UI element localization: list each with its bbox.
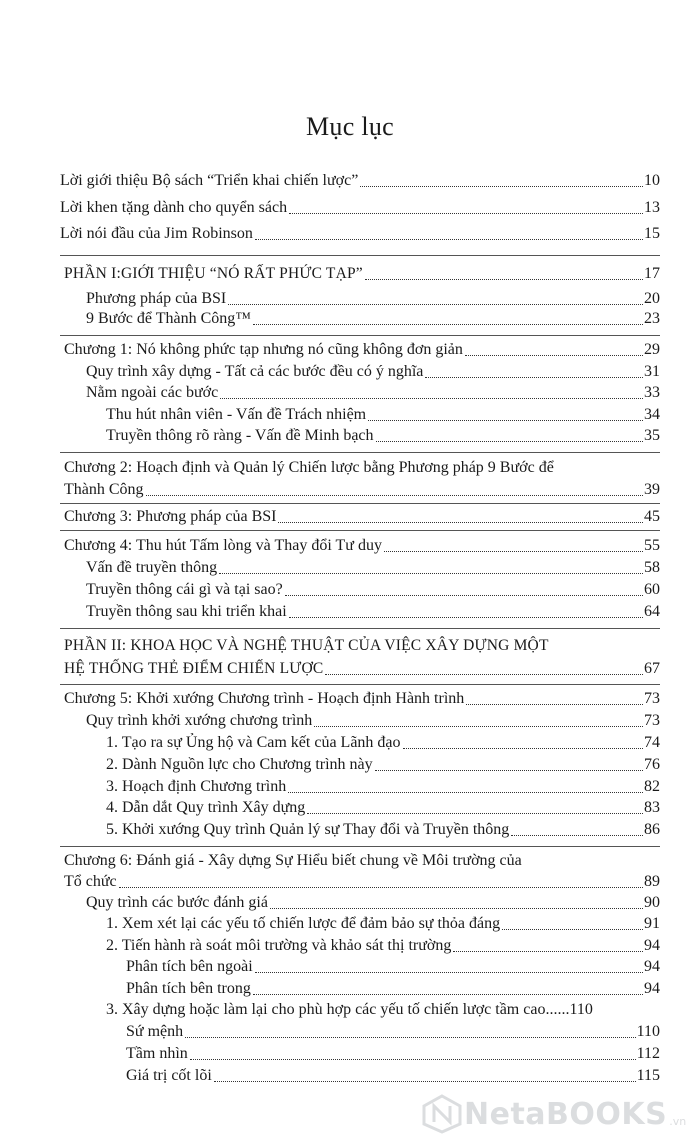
toc-entry-label: Tổ chức	[64, 873, 117, 890]
toc-entry	[126, 979, 660, 999]
toc-entry	[106, 733, 660, 753]
toc-entry-page: 29	[644, 341, 660, 358]
toc-entry-label: Phân tích bên trong	[126, 980, 251, 997]
dot-leader	[453, 951, 643, 952]
toc-chapter	[64, 340, 660, 360]
toc-entry-label: Thu hút nhân viên - Vấn đề Trách nhiệm	[106, 406, 367, 423]
toc-entry	[126, 1022, 660, 1042]
dot-leader	[502, 929, 643, 930]
toc-entry-page: 73	[644, 690, 660, 707]
toc-entry	[86, 893, 660, 913]
toc-entry-page: 39	[644, 481, 660, 498]
toc-entry	[60, 171, 660, 191]
toc-entry	[106, 914, 660, 934]
toc-entry-label: Giá trị cốt lõi	[126, 1067, 212, 1084]
toc-entry-label: Tầm nhìn	[126, 1045, 188, 1062]
toc-chapter	[64, 480, 660, 500]
toc-entry-label: Truyền thông sau khi triển khai	[86, 603, 287, 620]
toc-entry-label: Chương 4: Thu hút Tấm lòng và Thay đổi Tư duy	[64, 537, 382, 554]
toc-entry-page: 91	[644, 915, 660, 932]
toc-chapter	[64, 507, 660, 527]
dot-leader	[365, 279, 643, 280]
toc-entry-page: 110	[636, 1023, 660, 1040]
toc-entry-page: 94	[644, 937, 660, 954]
watermark-brand: NetaBOOKS	[464, 1096, 668, 1132]
section-divider	[60, 503, 660, 504]
toc-entry	[60, 224, 660, 244]
toc-entry-page: 17	[644, 265, 660, 282]
dot-leader	[403, 748, 643, 749]
toc-entry	[86, 602, 660, 622]
toc-entry	[126, 1066, 660, 1086]
toc-entry-page: 15	[644, 225, 660, 242]
section-divider	[60, 684, 660, 685]
toc-entry	[106, 798, 660, 818]
toc-chapter	[64, 536, 660, 556]
toc-entry-label: 2. Dành Nguồn lực cho Chương trình này	[106, 756, 373, 773]
toc-entry-page: 76	[644, 756, 660, 773]
dot-leader	[289, 213, 643, 214]
toc-entry-page: 83	[644, 799, 660, 816]
toc-entry-label: Quy trình các bước đánh giá	[86, 894, 268, 911]
dot-leader	[376, 441, 643, 442]
dot-leader	[255, 239, 643, 240]
toc-entry	[60, 198, 660, 218]
toc-chapter-line: Chương 6: Đánh giá - Xây dựng Sự Hiểu biết chung về Môi trường của	[64, 852, 522, 869]
toc-entry-label: Lời giới thiệu Bộ sách “Triển khai chiến lược”	[60, 172, 359, 189]
toc-entry	[86, 362, 660, 382]
toc-chapter	[64, 872, 660, 892]
toc-entry	[126, 957, 660, 977]
toc-entry-label: HỆ THỐNG THẺ ĐIỂM CHIẾN LƯỢC	[64, 660, 324, 677]
toc-part-heading-line: PHẦN II: KHOA HỌC VÀ NGHỆ THUẬT CỦA VIỆC XÂY DỰNG MỘT	[64, 637, 549, 654]
toc-entry-label: Phương pháp của BSI	[86, 290, 227, 307]
dot-leader	[288, 792, 643, 793]
dot-leader	[511, 835, 643, 836]
dot-leader	[219, 573, 643, 574]
toc-entry	[106, 936, 660, 956]
dot-leader	[425, 377, 643, 378]
toc-entry-page: 110	[569, 1001, 593, 1018]
netabooks-logo-icon	[420, 1094, 464, 1134]
dot-leader	[285, 595, 643, 596]
toc-entry-page: 115	[636, 1067, 660, 1084]
toc-entry-page: 86	[644, 821, 660, 838]
dot-leader	[289, 617, 643, 618]
dot-leader	[466, 704, 643, 705]
section-divider	[60, 335, 660, 336]
toc-entry-page: 73	[644, 712, 660, 729]
toc-entry-label: Quy trình khởi xướng chương trình	[86, 712, 313, 729]
watermark-suffix: .vn	[669, 1114, 687, 1128]
toc-entry-label: 3. Hoạch định Chương trình	[106, 778, 287, 795]
toc-entry-label: PHẦN I:GIỚI THIỆU “NÓ RẤT PHỨC TẠP”	[64, 265, 363, 282]
toc-entry	[106, 405, 660, 425]
section-divider	[60, 846, 660, 847]
toc-entry-label: Vấn đề truyền thông	[86, 559, 218, 576]
toc-chapter	[64, 689, 660, 709]
toc-entry-page: 94	[644, 958, 660, 975]
toc-entry-label: Chương 3: Phương pháp của BSI	[64, 508, 277, 525]
toc-entry	[106, 820, 660, 840]
toc-entry-label: 2. Tiến hành rà soát môi trường và khảo sát thị trường	[106, 937, 452, 954]
dot-leader	[119, 887, 643, 888]
toc-entry-page: 45	[644, 508, 660, 525]
toc-entry	[126, 1044, 660, 1064]
toc-entry-page: 82	[644, 778, 660, 795]
toc-entry-label: Chương 1: Nó không phức tạp nhưng nó cũng không đơn giản	[64, 341, 463, 358]
dot-leader	[368, 420, 643, 421]
dot-leader	[465, 355, 643, 356]
section-divider	[60, 452, 660, 453]
toc-entry-label: Sứ mệnh	[126, 1023, 184, 1040]
section-divider	[60, 530, 660, 531]
toc-entry	[86, 711, 660, 731]
toc-entry-page: 33	[644, 384, 660, 401]
dot-leader	[253, 324, 643, 325]
toc-entry-label: Lời nói đầu của Jim Robinson	[60, 225, 253, 242]
toc-entry-page: 20	[644, 290, 660, 307]
toc-entry-label: Truyền thông cái gì và tại sao?	[86, 581, 283, 598]
toc-part-heading	[64, 264, 660, 284]
dot-leader	[228, 304, 643, 305]
toc-entry-label: Chương 5: Khởi xướng Chương trình - Hoạch định Hành trình	[64, 690, 465, 707]
toc-entry-page: 89	[644, 873, 660, 890]
dot-leader	[146, 495, 643, 496]
toc-entry-page: 58	[644, 559, 660, 576]
toc-entry-page: 13	[644, 199, 660, 216]
toc-entry-page: 67	[644, 660, 660, 677]
toc-entry-page: 74	[644, 734, 660, 751]
toc-entry-page: 23	[644, 310, 660, 327]
toc-part-heading	[64, 659, 660, 679]
toc-entry-label: 1. Tạo ra sự Ủng hộ và Cam kết của Lãnh đạo	[106, 734, 401, 751]
toc-entry-label: Quy trình xây dựng - Tất cả các bước đều có ý nghĩa	[86, 363, 424, 380]
page-title: Mục lục	[305, 112, 395, 141]
dot-leader	[270, 908, 643, 909]
brand-watermark	[420, 1090, 700, 1138]
toc-entry-label: Phân tích bên ngoài	[126, 958, 253, 975]
toc-entry-page: 55	[644, 537, 660, 554]
toc-entry	[86, 289, 660, 309]
toc-entry-label: 5. Khởi xướng Quy trình Quản lý sự Thay đổi và Truyền thông	[106, 821, 510, 838]
dot-leader	[384, 551, 643, 552]
toc-entry-label: 4. Dẫn dắt Quy trình Xây dựng	[106, 799, 306, 816]
toc-entry	[106, 777, 660, 797]
toc-entry-page: 64	[644, 603, 660, 620]
toc-entry-label: Nằm ngoài các bước	[86, 384, 219, 401]
dot-leader	[220, 398, 643, 399]
section-divider	[60, 255, 660, 256]
toc-entry-page: 31	[644, 363, 660, 380]
toc-entry-label: Lời khen tặng dành cho quyển sách	[60, 199, 288, 216]
toc-entry	[86, 309, 660, 329]
dot-leader	[360, 186, 643, 187]
dot-leader	[325, 674, 643, 675]
toc-entry-label: 9 Bước để Thành Công™	[86, 310, 251, 327]
toc-entry	[86, 383, 660, 403]
toc-entry	[106, 426, 660, 446]
dot-leader	[307, 813, 643, 814]
toc-entry-page: 112	[636, 1045, 660, 1062]
toc-chapter-line: Chương 2: Hoạch định và Quản lý Chiến lược bằng Phương pháp 9 Bước để	[64, 459, 554, 476]
toc-entry-label: 1. Xem xét lại các yếu tố chiến lược để đảm bảo sự thỏa đáng	[106, 915, 501, 932]
toc-entry	[86, 558, 660, 578]
toc-entry-page: 10	[644, 172, 660, 189]
dot-leader	[314, 726, 643, 727]
dot-leader	[214, 1081, 636, 1082]
toc-entry	[106, 755, 660, 775]
dot-leader	[255, 972, 643, 973]
toc-entry-label: Thành Công	[64, 481, 144, 498]
toc-entry	[106, 1000, 660, 1020]
toc-entry-page: 94	[644, 980, 660, 997]
dot-leader	[375, 770, 643, 771]
toc-entry-page: 90	[644, 894, 660, 911]
toc-entry-page: 35	[644, 427, 660, 444]
toc-entry-page: 34	[644, 406, 660, 423]
toc-entry-label: Truyền thông rõ ràng - Vấn đề Minh bạch	[106, 427, 374, 444]
dot-leader	[253, 994, 643, 995]
toc-entry	[86, 580, 660, 600]
toc-entry-label: 3. Xây dựng hoặc làm lại cho phù hợp các yếu tố chiến lược tầm cao......	[106, 1001, 570, 1018]
toc-entry-page: 60	[644, 581, 660, 598]
dot-leader	[278, 522, 643, 523]
section-divider	[60, 628, 660, 629]
dot-leader	[190, 1059, 636, 1060]
dot-leader	[185, 1037, 635, 1038]
